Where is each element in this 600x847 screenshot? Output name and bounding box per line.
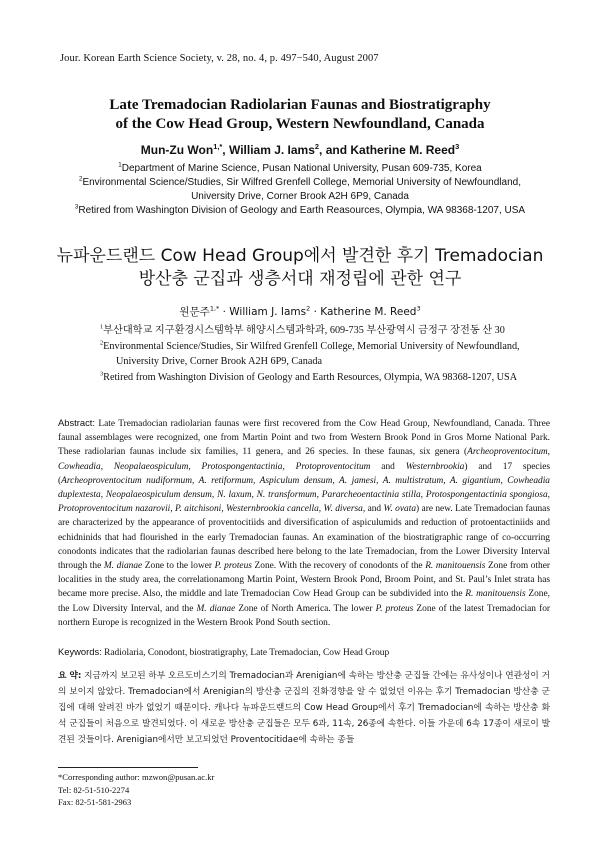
affiliation-text: Environmental Science/Studies, Sir Wilfred Grenfell College, Memorial University of Newfoundland,: [82, 177, 521, 188]
abstract-text: Zone. With the recovery of conodonts of the: [251, 561, 426, 572]
abstract-text: ) and 17 species (: [58, 461, 551, 486]
author-name: 원문주: [179, 306, 210, 318]
affiliation-text: Retired from Washington Division of Geology and Earth Resources, Olympia, WA 98368-1207, USA: [103, 371, 518, 383]
taxon-names: W. ovata: [383, 504, 417, 515]
affiliation-mark: 1: [100, 323, 104, 331]
author-affiliation-mark: 3: [455, 142, 460, 151]
taxon-names: M. dianae: [196, 603, 236, 614]
fax: Fax: 82-51-581-2963: [58, 797, 132, 807]
keywords: [58, 646, 550, 658]
taxon-names: R. manitouensis: [425, 561, 486, 572]
author-name: Katherine M. Reed: [320, 306, 417, 318]
title-ko-line-1: 뉴파운드랜드 Cow Head Group에서 발견한 후기 Tremadocian: [56, 246, 544, 266]
title-line-1: Late Tremadocian Radiolarian Faunas and Biostratigraphy: [109, 97, 491, 113]
journal-header: Jour. Korean Earth Science Society, v. 28, no. 4, p. 497−540, August 2007: [60, 53, 379, 64]
affiliation-mark: 2: [79, 175, 83, 183]
affiliation-line: University Drive, Corner Brook A2H 6P9, Canada: [191, 191, 409, 202]
abstract-text: and: [370, 461, 406, 472]
taxon-names: P. proteus: [375, 603, 414, 614]
taxon-names: Archeoproventocitum nudiformum, A. retiformum, Aspiculum densum, A. jamesi, A. multistratum, A. gigantium, Cowheadia duplextesta, Neopalaeospiculum densum, N. laxum, N. transformum, Pararcheoentactinia stilla, Protospongentactinia spongiosa, Protoproventocitum nazarovii, P. aitchisoni, Westernbrookia cancella, W. diversa,: [58, 475, 550, 515]
author-separator: , and: [319, 143, 351, 157]
author-name: William J. Iams: [229, 306, 307, 318]
corresponding-author: *Corresponding author: mzwon@pusan.ac.kr: [58, 772, 215, 782]
paper-title-english: [40, 96, 560, 134]
summary-label: 요 약:: [58, 671, 82, 681]
abstract-text: ) are new. Late Tremadocian faunas are characterized by the appearance of proventocitiids and diversification of aspiculumids and reduction of protoentactiniids and echidninids that had flourished in the early Tremadocian faunas. An examination of the biostratigraphic range of co-occurring conodonts indicates that the radiolarian faunas described here belong to the late Tremadocian, from the Lower Diversity Interval through the: [58, 504, 550, 572]
affiliation-text: Environmental Science/Studies, Sir Wilfred Grenfell College, Memorial University of Newfoundland,: [103, 340, 520, 352]
taxon-names: P. proteus: [214, 561, 252, 572]
keywords-label: Keywords:: [58, 646, 102, 657]
author-affiliation-mark: 3: [416, 304, 421, 313]
taxon-names: Archeoproventocitum, Cowheadia, Neopalaeospiculum, Protospongentactinia, Protoproventocitum: [58, 447, 550, 472]
author-separator: ,: [222, 143, 229, 157]
author-affiliation-mark: 2: [306, 304, 311, 313]
affiliation-line: University Drive, Corner Brook A2H 6P9, Canada: [116, 356, 322, 367]
footnote-divider: [58, 767, 198, 768]
abstract-text: Zone from other localities in the study area, the correlationamong Martin Point, Western Brook Pond, Broom Point, and St. Paul’s Inlet strata has became more precise. Also, the middle and late Tremadocian Cow Head Group can be subdivided into the: [58, 561, 551, 600]
affiliation-line: [100, 323, 560, 339]
affiliation-mark: 1: [118, 161, 122, 169]
title-ko-line-2: 방산충 군집과 생층서대 재정립에 관한 연구: [138, 269, 462, 289]
paper-title-korean: [30, 245, 570, 291]
affiliation-mark: 2: [100, 339, 104, 347]
author-separator: ·: [310, 306, 321, 318]
author-name: Katherine M. Reed: [350, 143, 456, 157]
abstract: [58, 416, 550, 630]
abstract-label: Abstract:: [58, 417, 95, 428]
affiliation-mark: 3: [74, 203, 79, 211]
taxon-names: Westernbrookia: [405, 461, 465, 472]
author-affiliation-mark: 1,*: [209, 304, 220, 313]
author-separator: ·: [219, 306, 230, 318]
affiliation-line: [40, 204, 560, 218]
abstract-text: Zone of North America. The lower: [235, 603, 376, 614]
author-list-english: [0, 143, 600, 157]
affiliation-line: [100, 370, 560, 386]
affiliations-korean: [100, 323, 560, 385]
affiliation-mark: 3: [100, 370, 104, 378]
summary-korean: [58, 668, 550, 748]
taxon-names: M. dianae: [103, 561, 143, 572]
abstract-text: Zone to the lower: [142, 561, 215, 572]
abstract-text: Late Tremadocian radiolarian faunas were first recovered from the Cow Head Group, Newfoundland, Canada. Three faunal assemblages were recognized, one from Martin Point and two from Western Brook Pond in Gros Morne National Park. These radiolarian faunas include six families, 11 genera, and 26 species. In these faunas, six genera (: [58, 419, 550, 458]
affiliation-line: [40, 162, 560, 176]
title-line-2: of the Cow Head Group, Western Newfoundland, Canada: [115, 116, 485, 132]
affiliation-text: Retired from Washington Division of Geology and Earth Reasources, Olympia, WA 98368-1207, USA: [78, 205, 526, 216]
affiliation-text: 부산대학교 지구환경시스템학부 해양시스템과학과, 609-735 부산광역시 금정구 장전동 산 30: [103, 325, 505, 336]
abstract-text: and: [365, 504, 384, 515]
abstract-text: Zone, the Low Diversity Interval, and the: [58, 589, 550, 614]
author-affiliation-mark: 2: [314, 142, 320, 151]
author-affiliation-mark: 1,*: [213, 142, 223, 151]
affiliations-english: [40, 162, 560, 218]
affiliation-line: [40, 176, 560, 190]
summary-text: 지금까지 보고된 하부 오르도비스기의 Tremadocian과 Arenigian에 속하는 방산충 군집들 간에는 유사성이나 연관성이 거의 보이지 않았다. Tremadocian에서 Arenigian의 방산충 군집의 진화경향을 알 수 없었던 이유는 후기 Tremadocian 방산충 군집에 대해 알려진 바가 없었기 때문이다. 캐나다 뉴파운드랜드의 Cow Head Group에서 후기 Tremadocian에 속하는 방산충 화석 군집들이 처음으로 발견되었다. 이 새로운 방산충 군집들은 모두 6과, 11속, 26종에 속한다. 이들 가운데 6속 17종이 새로이 발견된 것들이다. Arenigian에서만 보고되었던 Proventocitidae에 속하는 종들: [58, 671, 550, 745]
taxon-names: R. manitouensis: [465, 589, 526, 600]
keywords-text: Radiolaria, Conodont, biostratigraphy, Late Tremadocian, Cow Head Group: [101, 648, 390, 658]
abstract-text: Zone of the latest Tremadocian for northern Europe is recognized in the Western Brook Pond South section.: [58, 603, 550, 628]
author-name: William J. Iams: [228, 143, 315, 157]
telephone: Tel: 82-51-510-2274: [58, 784, 130, 795]
author-name: Mun-Zu Won: [140, 143, 214, 157]
footnote: [58, 771, 214, 809]
author-list-korean: [0, 304, 600, 319]
affiliation-text: Department of Marine Science, Pusan National University, Pusan 609-735, Korea: [121, 163, 482, 174]
affiliation-line: [100, 339, 560, 355]
